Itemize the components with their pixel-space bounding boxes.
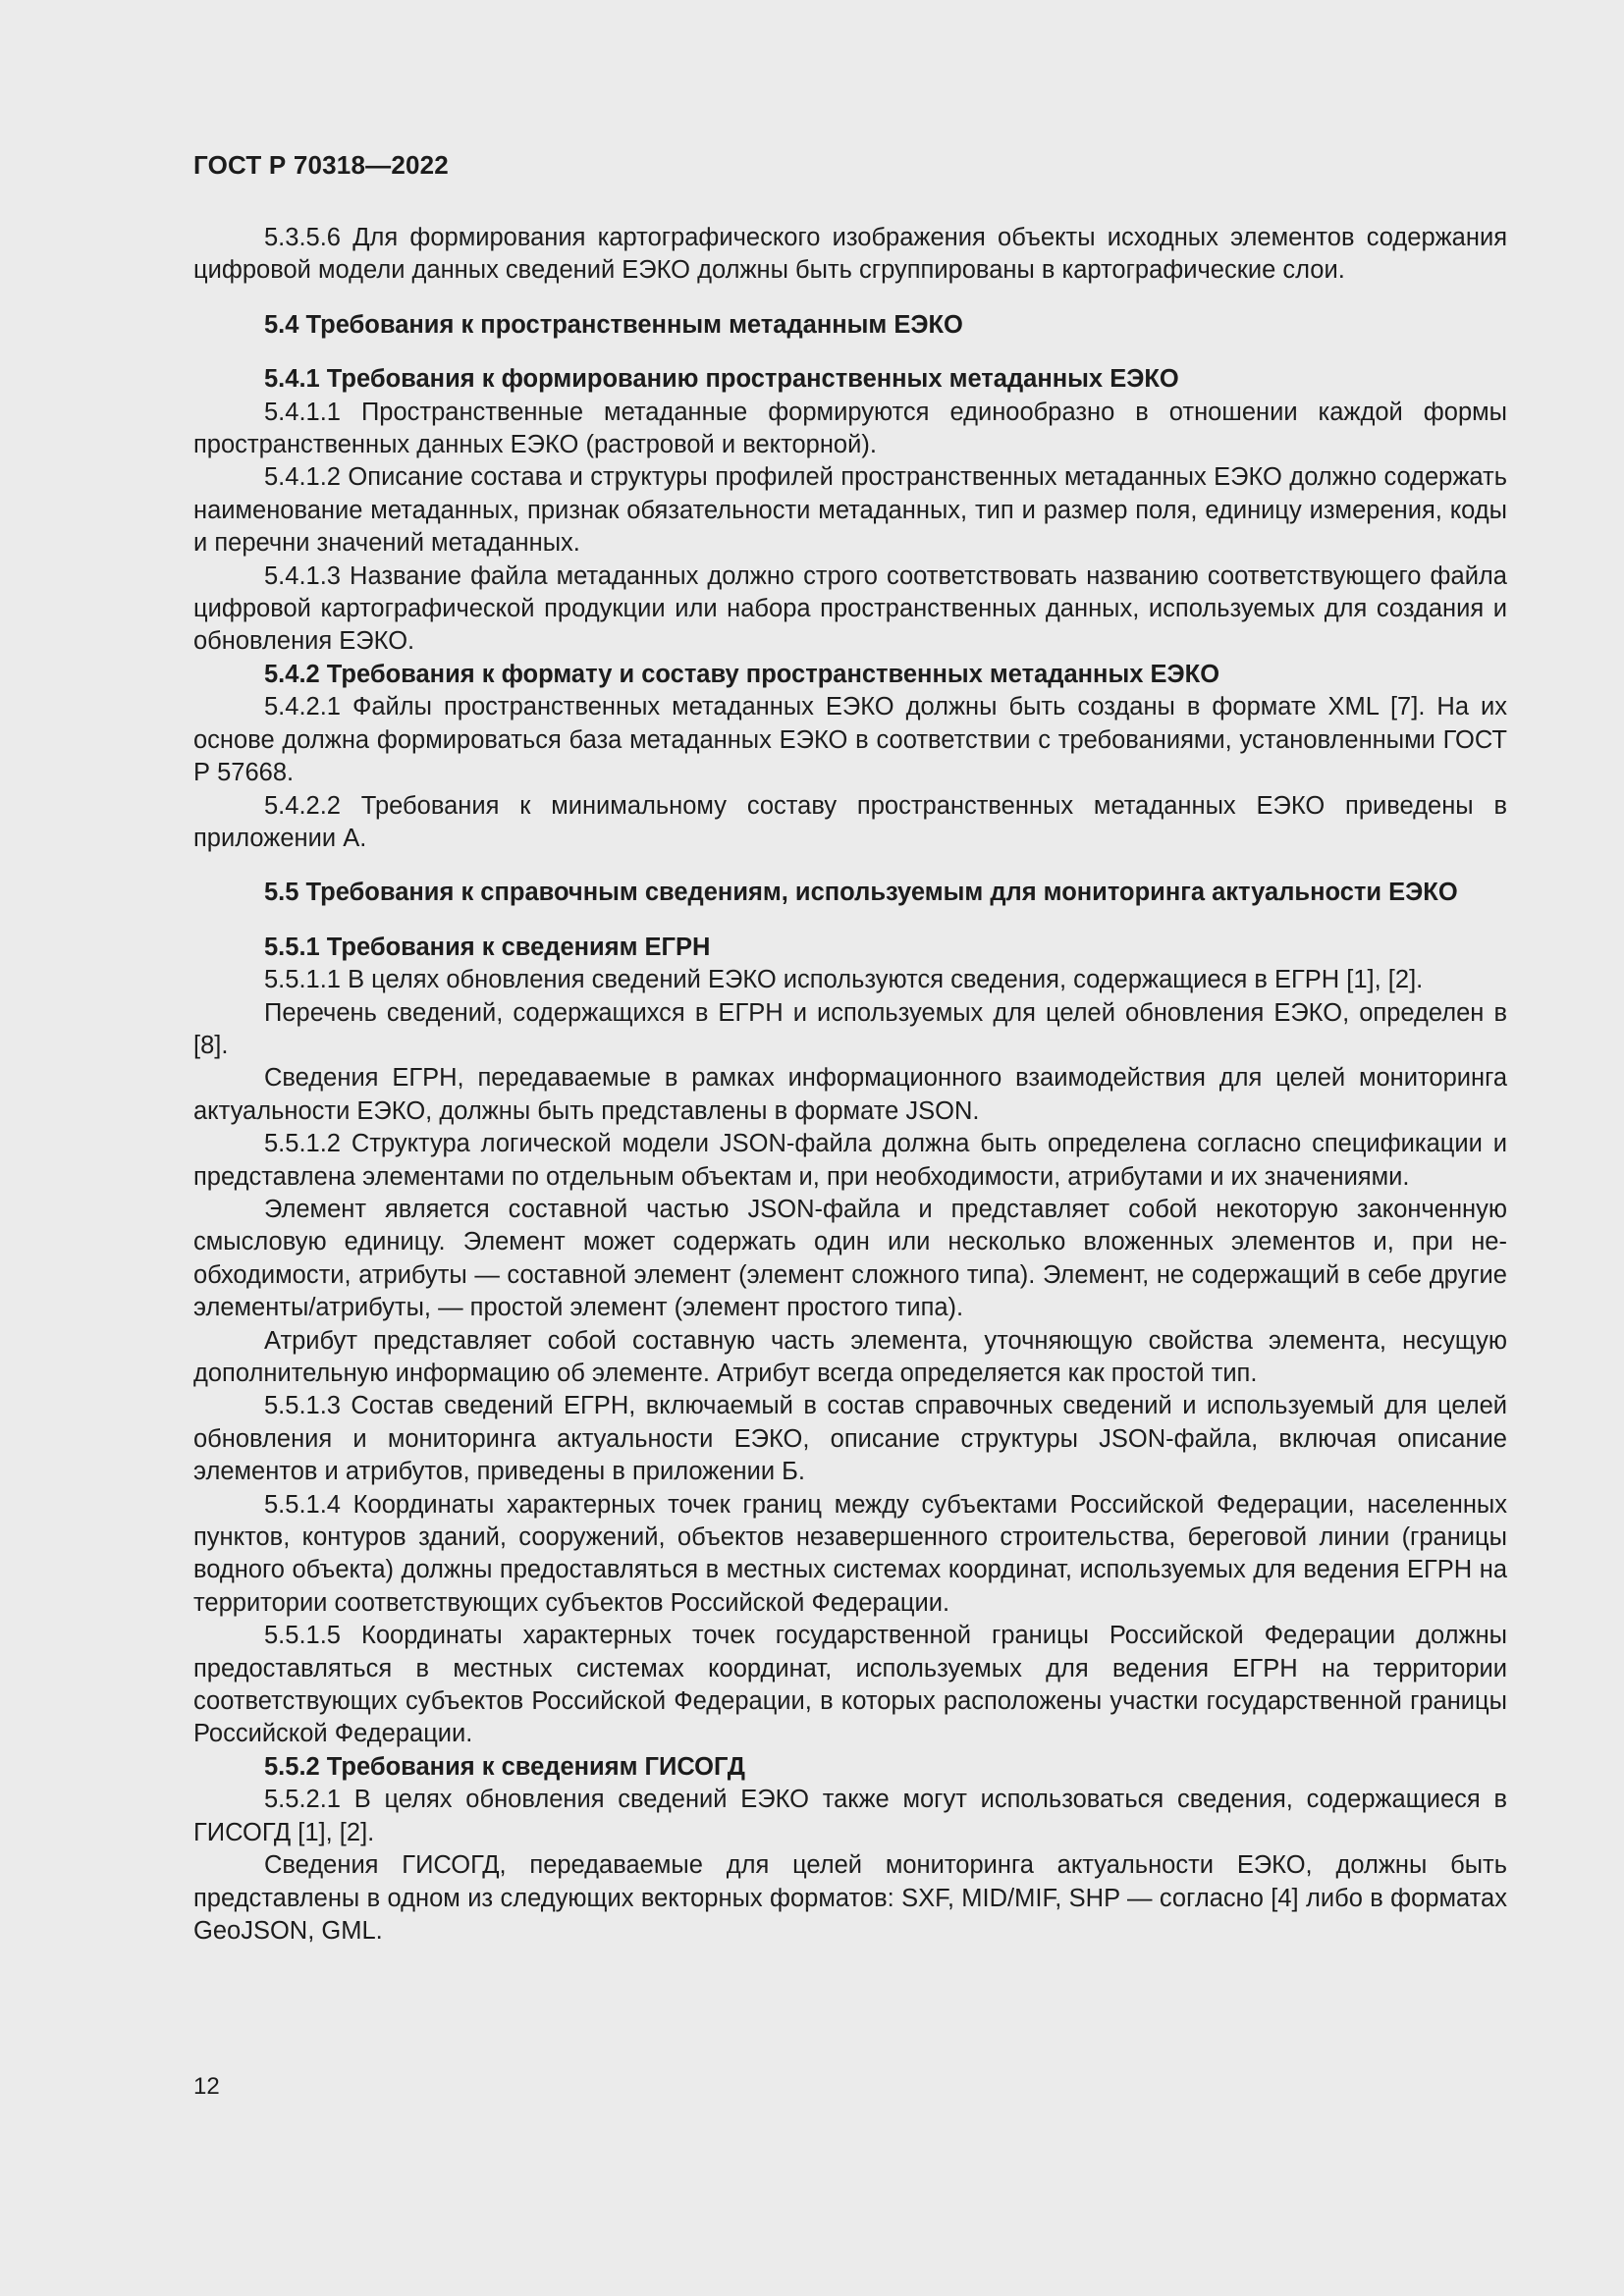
paragraph-5-5-1-4: 5.5.1.4 Координаты характерных точек границ между субъектами Российской Федерации, населенных пунктов, контуров зданий, сооружений, объектов незавершенного строительства, береговой линии (границы водного объекта) должны предоставляться в местных системах координат, используемых для ведения ЕГРН на территории соответствующих субъектов Российской Федерации. bbox=[193, 1490, 1507, 1617]
subsection-heading-5-5-2: 5.5.2 Требования к сведениям ГИСОГД bbox=[264, 1752, 745, 1781]
paragraph-5-3-5-6: 5.3.5.6 Для формирования картографического изображения объекты исходных элементов содержания цифровой модели данных сведений ЕЭКО должны быть сгруппированы в картографические слои. bbox=[193, 224, 1507, 285]
paragraph-5-5-1-1-json: Сведения ЕГРН, передаваемые в рамках информационного взаимодействия для целей мониторинга актуальности ЕЭКО, должны быть представлены в формате JSON. bbox=[193, 1064, 1507, 1125]
paragraph-5-5-1-3: 5.5.1.3 Состав сведений ЕГРН, включаемый в состав справочных сведений и используемый для целей обновления и мониторинга актуальности ЕЭКО, описание структуры JSON-файла, включая описание элементов и атрибутов, приведены в приложении Б. bbox=[193, 1392, 1507, 1486]
paragraph-5-5-1-1-list: Перечень сведений, содержащихся в ЕГРН и используемых для целей обновления ЕЭКО, определен в [8]. bbox=[193, 998, 1507, 1059]
paragraph-5-4-2-2: 5.4.2.2 Требования к минимальному составу пространственных метаданных ЕЭКО приведены в приложении А. bbox=[193, 791, 1507, 852]
subsection-heading-5-5-1: 5.5.1 Требования к сведениям ЕГРН bbox=[264, 933, 711, 961]
paragraph-5-4-2-1: 5.4.2.1 Файлы пространственных метаданных ЕЭКО должны быть созданы в формате XML [7]. На их основе должна формироваться база метаданных ЕЭКО в соответствии с требованиями, установленными ГОСТ Р 57668. bbox=[193, 693, 1507, 787]
paragraph-5-5-2-1: 5.5.2.1 В целях обновления сведений ЕЭКО также могут использоваться сведения, содержащиеся в ГИСОГД [1], [2]. bbox=[193, 1786, 1507, 1846]
paragraph-5-5-1-2-element: Элемент является составной частью JSON-файла и представляет собой некоторую законченную смысловую единицу. Элемент может содержать один или несколько вложенных элементов и, при необходимости, атрибуты — составной элемент (элемент сложного типа). Элемент, не содержащий в себе другие элементы/атрибуты, — простой элемент (элемент простого типа). bbox=[193, 1195, 1507, 1322]
page-number: 12 bbox=[193, 2073, 220, 2100]
paragraph-5-5-1-2: 5.5.1.2 Структура логической модели JSON-файла должна быть определена согласно спецификации и представлена элементами по отдельным объектам и, при необходимости, атрибутами и их значениями. bbox=[193, 1130, 1507, 1191]
section-heading-5-4: 5.4 Требования к пространственным метаданным ЕЭКО bbox=[264, 310, 963, 339]
paragraph-5-5-1-1: 5.5.1.1 В целях обновления сведений ЕЭКО используются сведения, содержащиеся в ЕГРН [1], [2]. bbox=[264, 966, 1424, 994]
paragraph-5-4-1-2: 5.4.1.2 Описание состава и структуры профилей пространственных метаданных ЕЭКО должно содержать наименование метаданных, признак обязательности метаданных, тип и размер поля, единицу измерения, коды и перечни значений метаданных. bbox=[193, 463, 1507, 558]
paragraph-5-4-1-1: 5.4.1.1 Пространственные метаданные формируются единообразно в отношении каждой формы пространственных данных ЕЭКО (растровой и векторной). bbox=[193, 398, 1507, 459]
paragraph-5-5-1-5: 5.5.1.5 Координаты характерных точек государственной границы Российской Федерации должны предоставляться в местных системах координат, используемых для ведения ЕГРН на территории соответствующих субъектов Российской Федерации, в которых расположены участки государственной границы Российской Федерации. bbox=[193, 1622, 1507, 1748]
standard-id-header: ГОСТ Р 70318—2022 bbox=[193, 150, 449, 180]
paragraph-5-5-1-2-attribute: Атрибут представляет собой составную часть элемента, уточняющую свойства элемента, несущую дополнительную информацию об элементе. Атрибут всегда определяется как простой тип. bbox=[193, 1326, 1507, 1387]
section-heading-5-5: 5.5 Требования к справочным сведениям, используемым для мониторинга актуальности ЕЭКО bbox=[264, 879, 1458, 907]
document-body bbox=[193, 222, 1507, 1948]
subsection-heading-5-4-2: 5.4.2 Требования к формату и составу пространственных метаданных ЕЭКО bbox=[264, 660, 1220, 688]
paragraph-5-4-1-3: 5.4.1.3 Название файла метаданных должно строго соответствовать названию соответствующего файла цифровой картографической продукции или набора пространственных данных, используемых для создания и обновления ЕЭКО. bbox=[193, 561, 1507, 656]
subsection-heading-5-4-1: 5.4.1 Требования к формированию пространственных метаданных ЕЭКО bbox=[264, 365, 1179, 394]
paragraph-5-5-2-1-formats: Сведения ГИСОГД, передаваемые для целей мониторинга актуальности ЕЭКО, должны быть представлены в одном из следующих векторных форматов: SXF, MID/MIF, SHP — согласно [4] либо в форматах GeoJSON, GML. bbox=[193, 1851, 1507, 1945]
